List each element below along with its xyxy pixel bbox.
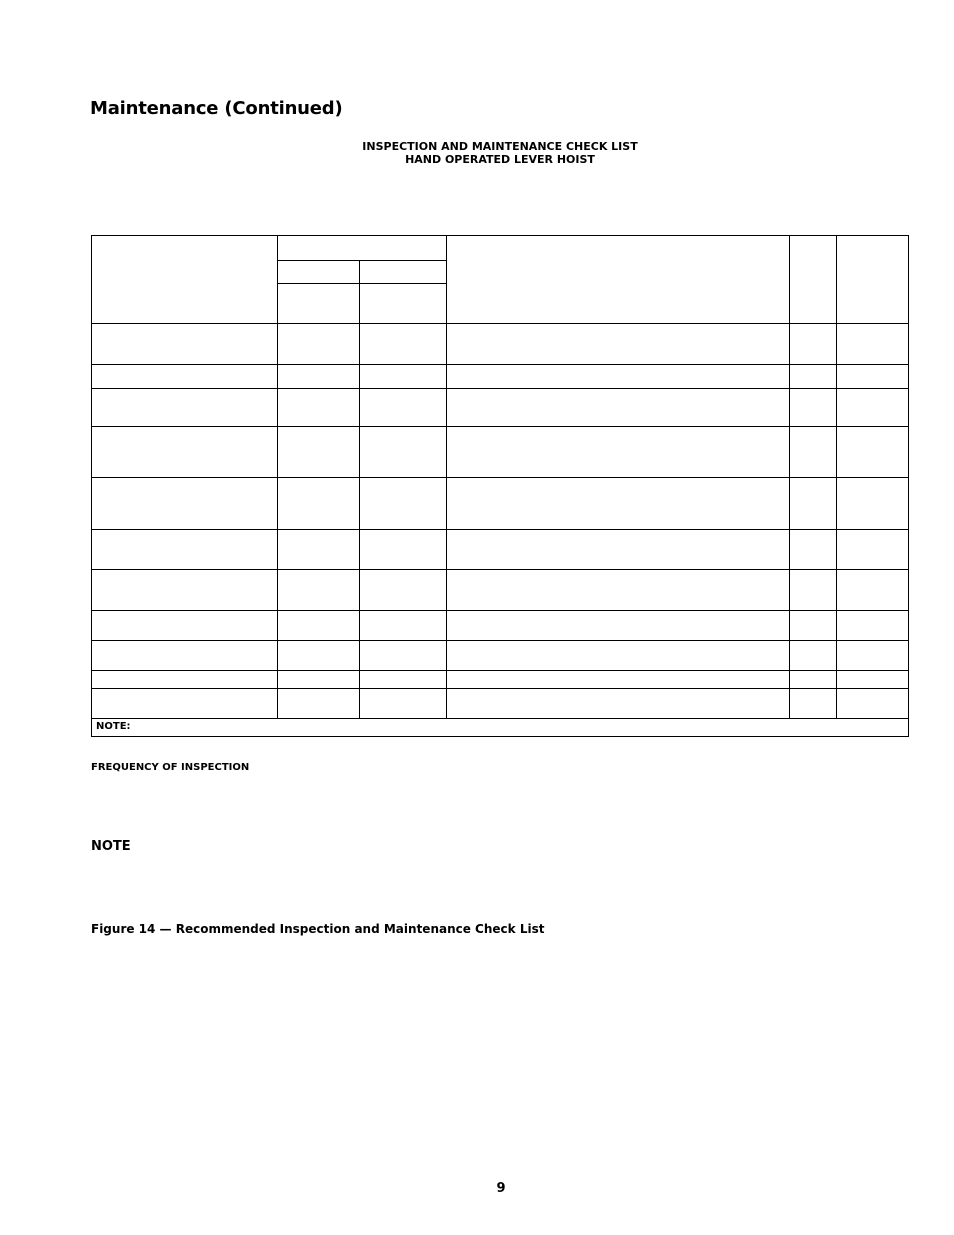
table-header-rule bbox=[277, 283, 446, 284]
table-row-rule bbox=[92, 569, 908, 570]
checklist-title-line-2: HAND OPERATED LEVER HOIST bbox=[405, 153, 595, 166]
table-header-rule bbox=[277, 260, 446, 261]
table-row-rule bbox=[92, 388, 908, 389]
table-row-rule bbox=[92, 688, 908, 689]
table-row-rule bbox=[92, 364, 908, 365]
checklist-table bbox=[91, 235, 909, 737]
table-row-rule bbox=[92, 718, 908, 719]
table-row-rule bbox=[92, 477, 908, 478]
table-column-rule bbox=[277, 236, 278, 718]
table-row-rule bbox=[92, 426, 908, 427]
table-column-rule bbox=[836, 236, 837, 718]
table-note-label: NOTE: bbox=[96, 721, 131, 732]
section-title: Maintenance (Continued) bbox=[90, 98, 343, 119]
page-number: 9 bbox=[496, 1181, 506, 1196]
table-column-rule bbox=[446, 236, 447, 718]
note-heading: NOTE bbox=[91, 839, 131, 854]
table-column-rule bbox=[789, 236, 790, 718]
table-row-rule bbox=[92, 610, 908, 611]
table-column-rule bbox=[359, 260, 360, 718]
table-row-rule bbox=[92, 323, 908, 324]
table-row-rule bbox=[92, 670, 908, 671]
frequency-of-inspection-label: FREQUENCY OF INSPECTION bbox=[91, 762, 250, 773]
checklist-title bbox=[280, 140, 720, 166]
checklist-title-line-1: INSPECTION AND MAINTENANCE CHECK LIST bbox=[362, 140, 638, 153]
table-row-rule bbox=[92, 529, 908, 530]
figure-caption: Figure 14 — Recommended Inspection and Maintenance Check List bbox=[91, 922, 545, 936]
table-row-rule bbox=[92, 640, 908, 641]
